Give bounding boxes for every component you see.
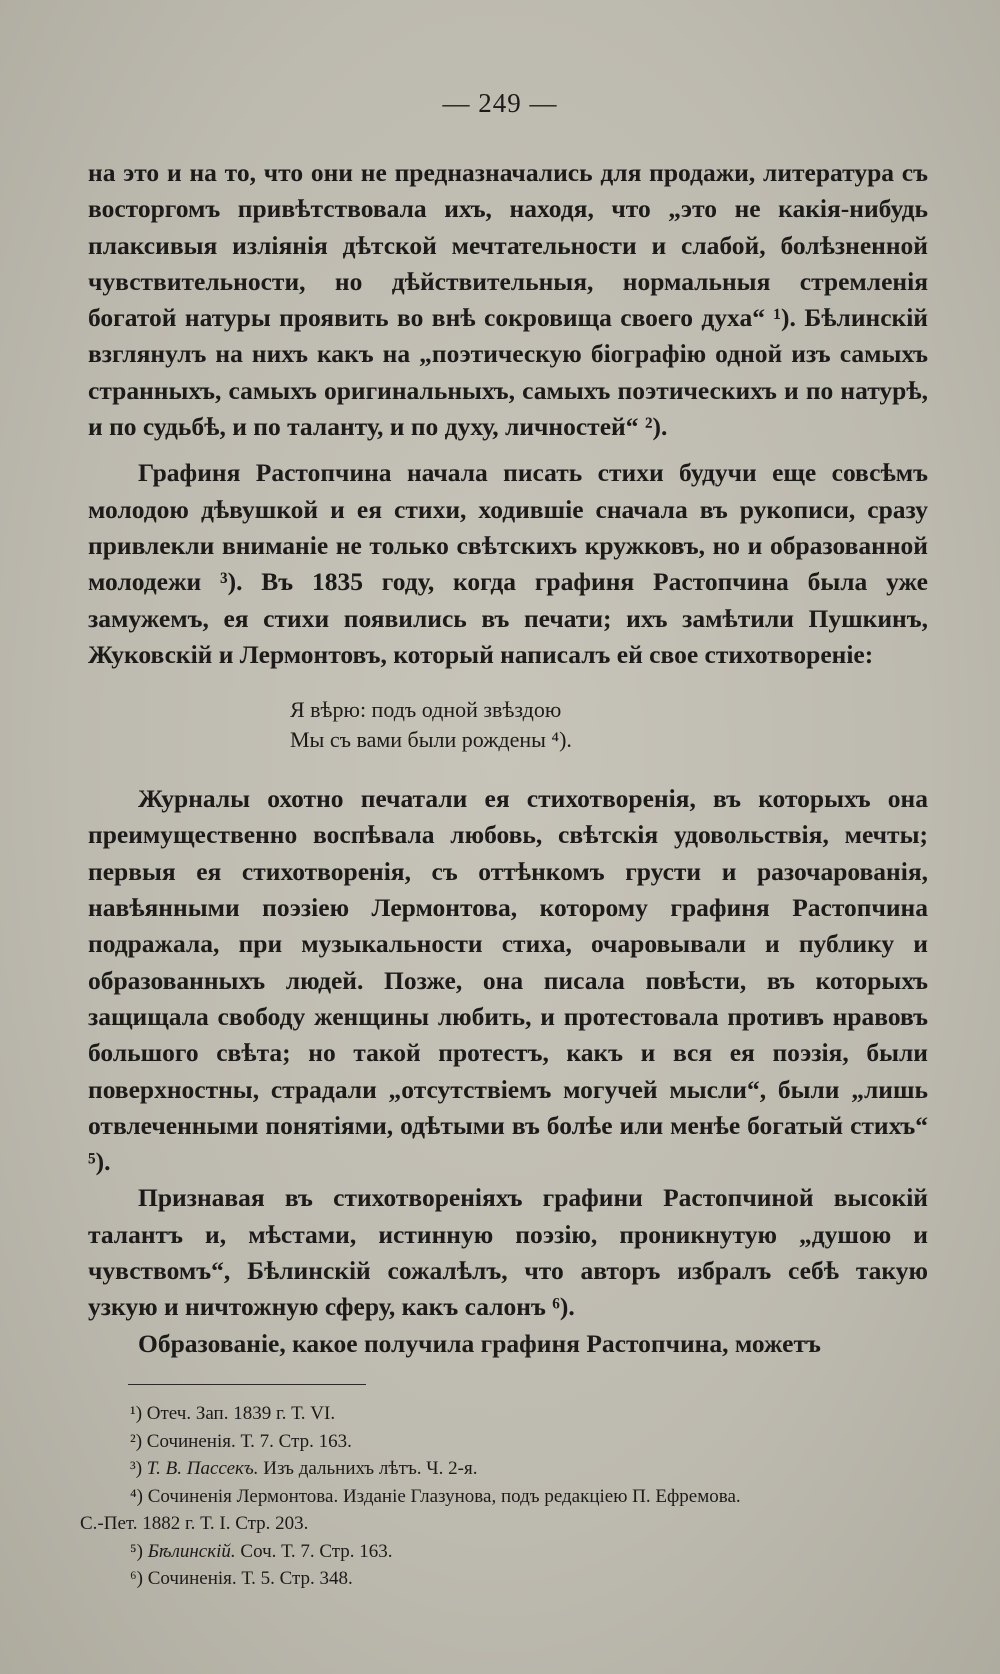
footnote-mark: ⁶): [130, 1568, 143, 1589]
footnote-mark: ²): [130, 1430, 143, 1452]
footnote-author: Т. В. Пассекъ.: [146, 1458, 259, 1479]
footnote-text: С.-Пет. 1882 г. Т. I. Стр. 203.: [80, 1513, 309, 1534]
footnotes: [80, 1400, 940, 1593]
footnote: [80, 1400, 940, 1428]
paragraph: на это и на то, что они не предназначались для продажи, литература съ восторгомъ привѣтствовала ихъ, находя, что „это не какія-нибудь плаксивыя изліянія дѣтской мечтательности и слабой, болѣзненной чувствительности, но дѣйствительныя, нормальныя стремленія богатой натуры проявить во внѣ сокровища своего духа“ ¹). Бѣлинскій взглянулъ на нихъ какъ на „поэтическую біографію одной изъ самыхъ странныхъ, самыхъ оригинальныхъ, самыхъ поэтическихъ и по натурѣ, и по судьбѣ, и по таланту, и по духу, личностей“ ²).: [88, 158, 928, 442]
verse-line: Я вѣрю: подъ одной звѣздою: [290, 697, 562, 723]
footnote-mark: ³): [130, 1458, 143, 1479]
footnote-text: Сочиненія. Т. 7. Стр. 163.: [146, 1430, 352, 1452]
verse-quote: [290, 695, 928, 755]
footnote-text: Изъ дальнихъ лѣтъ. Ч. 2-я.: [263, 1458, 478, 1479]
paragraph: Образованіе, какое получила графиня Растопчина, можетъ: [138, 1328, 821, 1358]
footnote: [80, 1455, 940, 1483]
footnote: [80, 1538, 940, 1566]
paragraph: Журналы охотно печатали ея стихотворенія, въ которыхъ она преимущественно воспѣвала любовь, свѣтскія удовольствія, мечты; первыя ея стихотворенія, съ оттѣнкомъ грусти и разочарованія, навѣянными поэзіею Лермонтова, которому графиня Растопчина подражала, при музыкальности стиха, очаровывали и публику и образованныхъ людей. Позже, она писала повѣсти, въ которыхъ защищала свободу женщины любить, и протестовала противъ нравовъ большого свѣта; но такой протестъ, какъ и вся ея поэзія, были поверхностны, страдали „отсутствіемъ могучей мысли“, были „лишь отвлеченными понятіями, одѣтыми въ болѣе или менѣе богатый стихъ“ ⁵).: [88, 784, 928, 1177]
verse-line: Мы съ вами были рождены ⁴).: [290, 727, 572, 753]
footnote-mark: ⁴): [130, 1485, 143, 1507]
footnote-author: Бѣлинскій.: [147, 1540, 236, 1562]
footnote: [80, 1428, 940, 1456]
paragraph: Графиня Растопчина начала писать стихи будучи еще совсѣмъ молодою дѣвушкой и ея стихи, ходившіе сначала въ рукописи, сразу привлекли вниманіе не только свѣтскихъ кружковъ, но и образованной молодежи ³). Въ 1835 году, когда графиня Растопчина была уже замужемъ, ея стихи появились въ печати; ихъ замѣтили Пушкинъ, Жуковскій и Лермонтовъ, который написалъ ей свое стихотвореніе:: [88, 458, 928, 669]
main-text: [88, 155, 928, 1362]
footnote-text: Сочиненія. Т. 5. Стр. 348.: [147, 1568, 353, 1589]
footnote-continuation: [80, 1510, 940, 1538]
footnote-mark: ⁵): [130, 1540, 143, 1562]
footnote: [80, 1565, 940, 1593]
footnote-text: Соч. Т. 7. Стр. 163.: [240, 1540, 393, 1562]
footnote-text: Отеч. Зап. 1839 г. Т. VI.: [146, 1403, 336, 1424]
footnote-divider: [128, 1384, 366, 1385]
page-number: — 249 —: [442, 88, 558, 118]
footnote: [80, 1483, 940, 1511]
footnote-text: Сочиненія Лермонтова. Изданіе Глазунова, подъ редакціею П. Ефремова.: [147, 1485, 741, 1507]
footnote-mark: ¹): [130, 1403, 143, 1424]
paragraph: Признавая въ стихотвореніяхъ графини Растопчиной высокій талантъ и, мѣстами, истинную поэзію, проникнутую „душою и чувствомъ“, Бѣлинскій сожалѣлъ, что авторъ избралъ себѣ такую узкую и ничтожную сферу, какъ салонъ ⁶).: [88, 1183, 928, 1322]
